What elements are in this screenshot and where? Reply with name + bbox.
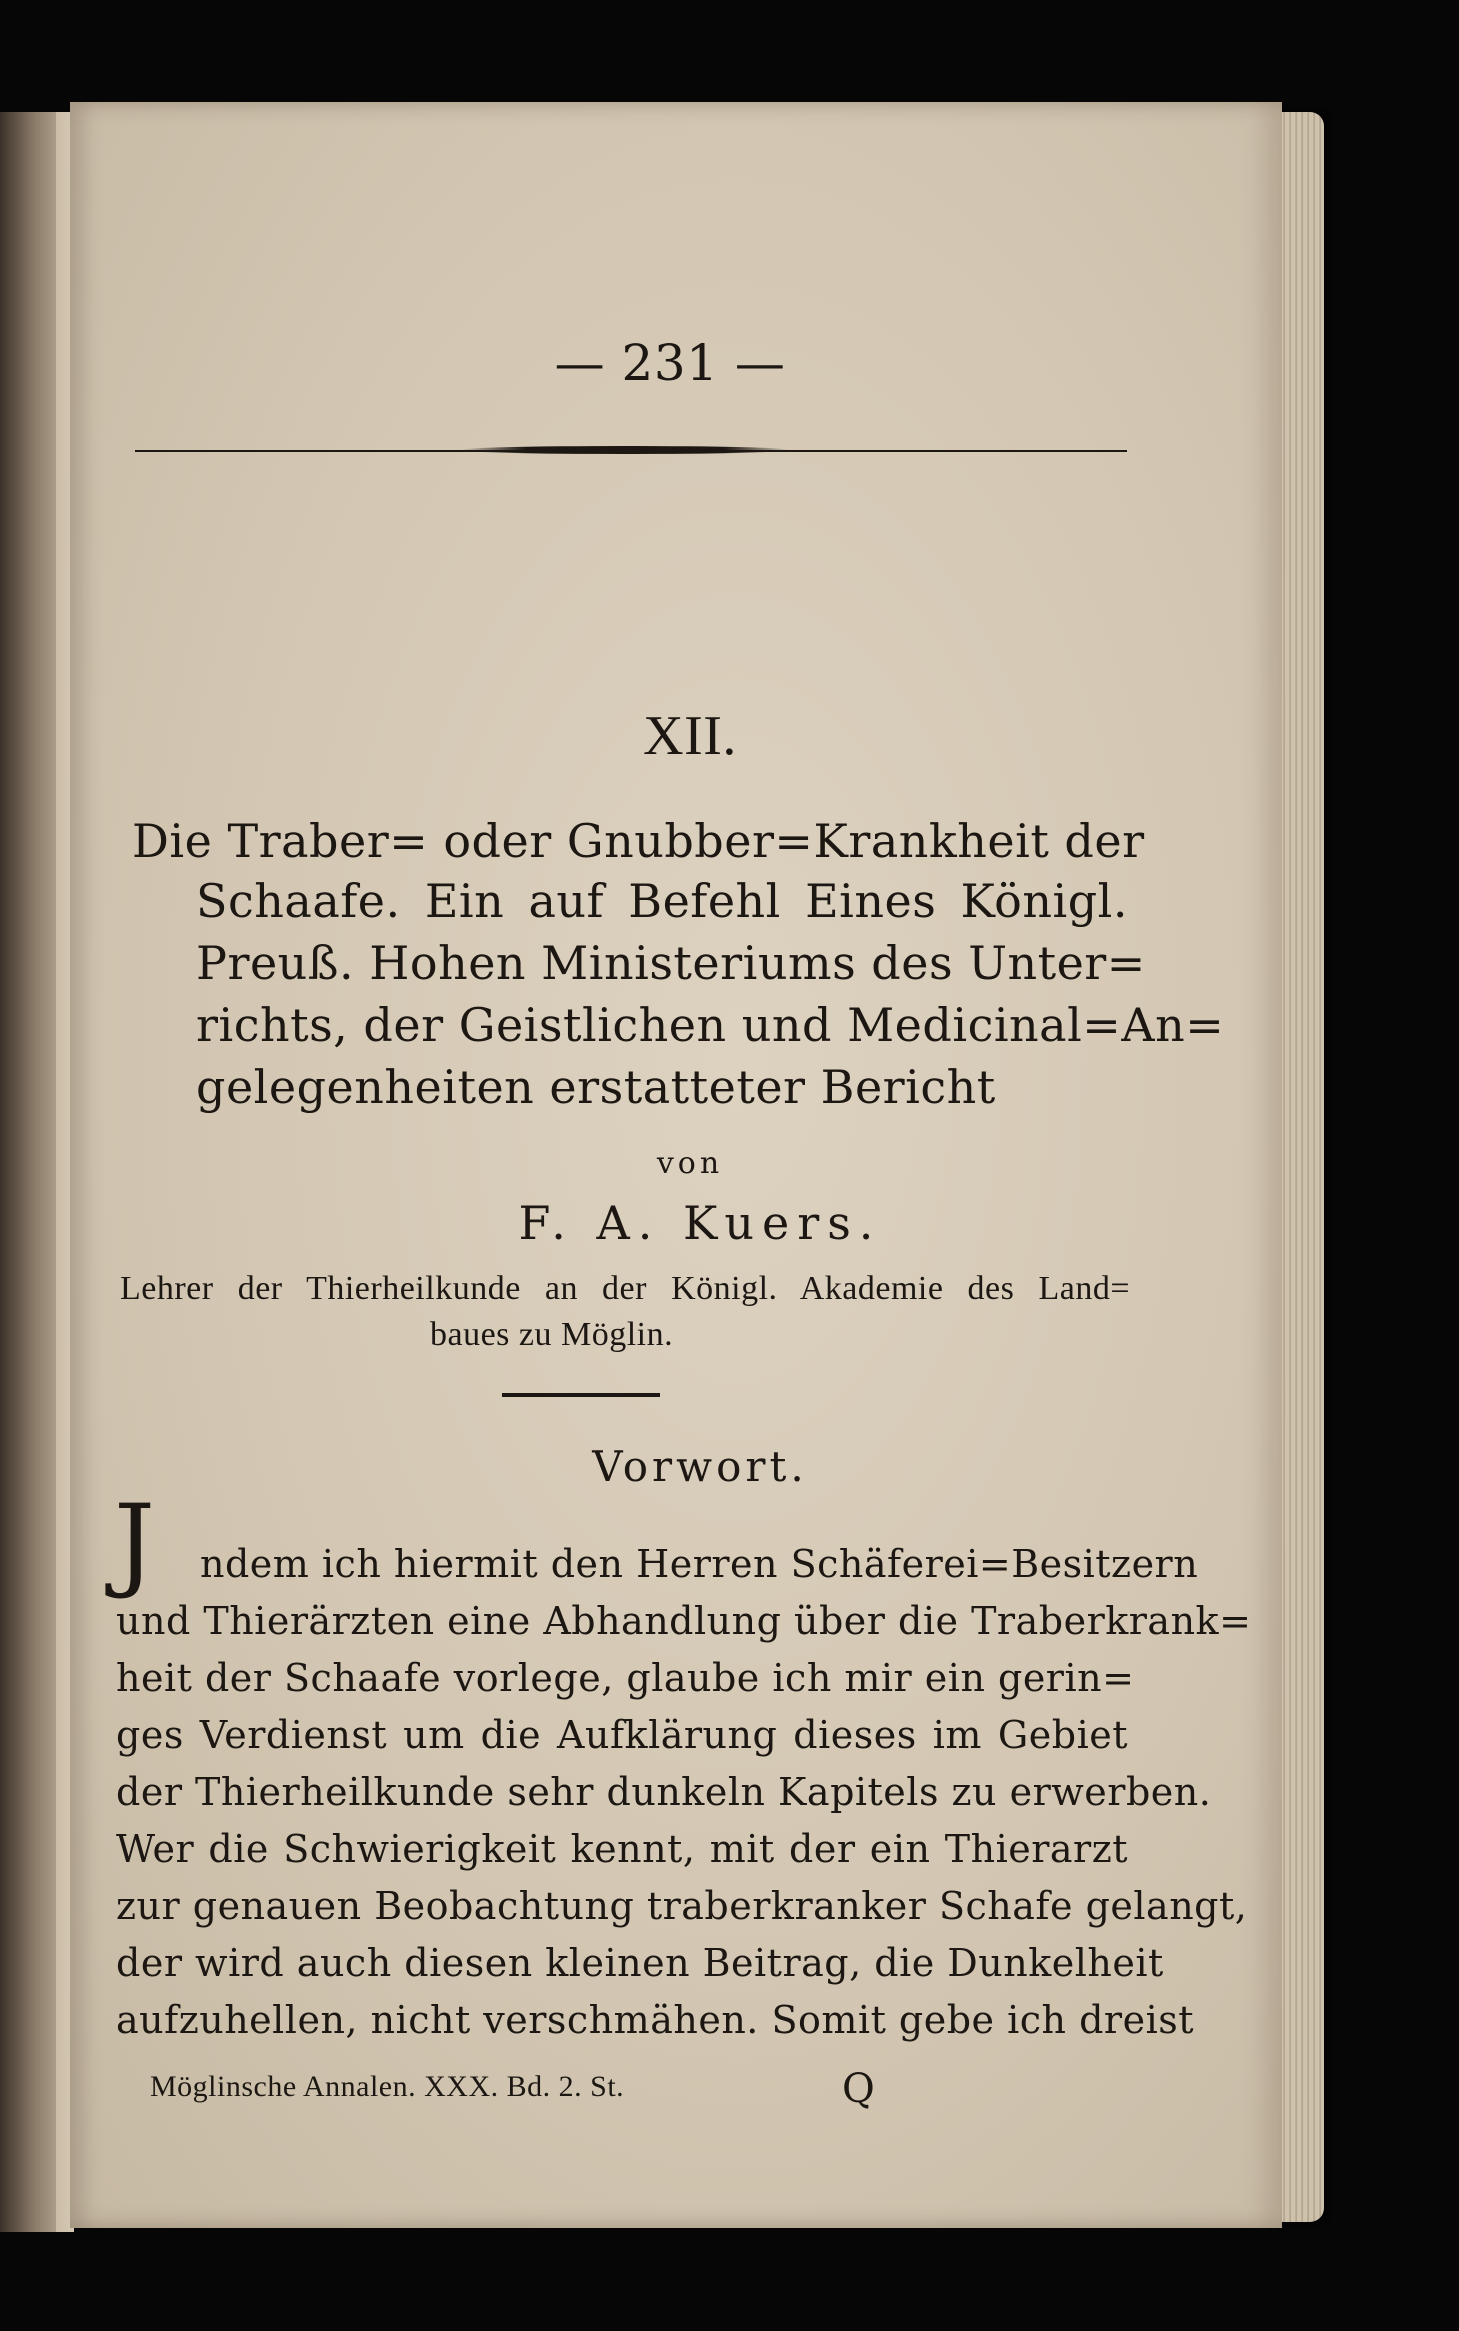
body-line: heit der Schaafe vorlege, glaube ich mir ein gerin= xyxy=(116,1656,1135,1700)
title-line: richts, der Geistlichen und Medicinal=An= xyxy=(196,998,1225,1052)
title-line: Schaafe. Ein auf Befehl Eines Königl. xyxy=(196,874,1128,928)
drop-cap: J xyxy=(114,1483,155,1602)
footer-signature: Möglinsche Annalen. XXX. Bd. 2. St. xyxy=(150,2070,625,2103)
section-divider xyxy=(502,1393,660,1397)
body-line: Wer die Schwierigkeit kennt, mit der ein Thierarzt xyxy=(116,1827,1128,1871)
body-line: und Thierärzten eine Abhandlung über die Traberkrank= xyxy=(116,1599,1252,1643)
body-line: aufzuhellen, nicht verschmähen. Somit gebe ich dreist xyxy=(116,1998,1195,2042)
affiliation-line: baues zu Möglin. xyxy=(430,1316,674,1353)
body-line: ges Verdienst um die Aufklärung dieses im Gebiet xyxy=(116,1713,1128,1757)
body-line: zur genauen Beobachtung traberkranker Schafe gelangt, xyxy=(116,1884,1248,1928)
affiliation-line: Lehrer der Thierheilkunde an der Königl. Akademie des Land= xyxy=(120,1270,1130,1307)
book-page xyxy=(70,102,1282,2228)
body-line: der wird auch diesen kleinen Beitrag, die Dunkelheit xyxy=(116,1941,1164,1985)
preface-heading: Vorwort. xyxy=(592,1442,808,1491)
left-page-edge xyxy=(0,112,62,2232)
title-line: Preuß. Hohen Ministeriums des Unter= xyxy=(196,936,1146,990)
body-line: ndem ich hiermit den Herren Schäferei=Besitzern xyxy=(200,1542,1199,1586)
author-name: F. A. Kuers. xyxy=(518,1196,882,1250)
title-line: Die Traber= oder Gnubber=Krankheit der xyxy=(132,814,1145,868)
chapter-numeral: XII. xyxy=(643,705,737,767)
title-line: gelegenheiten erstatteter Bericht xyxy=(196,1060,996,1114)
page-number: — 231 — xyxy=(554,334,786,392)
signature-mark: Q xyxy=(842,2066,876,2112)
body-line: der Thierheilkunde sehr dunkeln Kapitels zu erwerben. xyxy=(116,1770,1212,1814)
header-rule-ornament xyxy=(460,446,790,454)
by-word: von xyxy=(656,1146,724,1181)
